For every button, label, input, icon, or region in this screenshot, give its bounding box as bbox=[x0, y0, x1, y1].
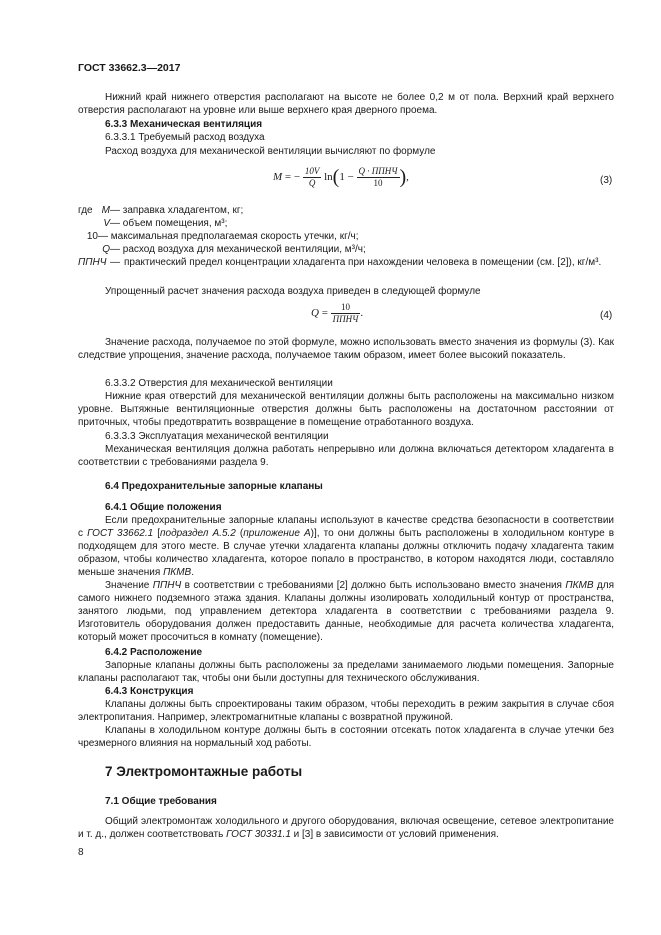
page-number: 8 bbox=[78, 847, 84, 858]
text-run: и [3] в зависимости от условий применения. bbox=[290, 829, 499, 840]
formula-4 bbox=[311, 302, 363, 325]
heading-6-3-3-2: 6.3.3.2 Отверстия для механической вентиляции bbox=[105, 378, 333, 389]
formula-3-one-minus: 1 − bbox=[339, 171, 354, 184]
formula-3-frac1-num: 10V bbox=[304, 166, 320, 176]
definition-text: заправка хладагентом, кг; bbox=[122, 205, 244, 216]
definition-sep: — bbox=[110, 218, 123, 229]
definition-symbol: M bbox=[101, 205, 110, 216]
text-run: )], то они должны быть расположены в холодильном контуре в подходящем для этого месте. В случае утечки хладагента клапаны должны отключить подачу хладагента таким образом, чтобы количество хладагента, которое попало в пространство, в котором находятся люди, составляло меньше значения bbox=[78, 528, 615, 578]
formula-4-fraction bbox=[331, 302, 364, 325]
formula-4-number: (4) bbox=[600, 310, 613, 321]
definition-text: объем помещения, м³; bbox=[122, 218, 228, 229]
paragraph-flow-value: Значение расхода, получаемое по этой формуле, можно использовать вместо значения из формулы (3). Как следствие упрощения, значение расхода, получаемое таким образом, имеет более высокий показатель. bbox=[78, 337, 614, 361]
formula-3-fraction-1 bbox=[303, 166, 322, 189]
heading-7-1: 7.1 Общие требования bbox=[105, 796, 217, 807]
definitions-where: где bbox=[78, 205, 93, 216]
definition-sep: — bbox=[110, 205, 123, 216]
heading-6-4-3: 6.4.3 Конструкция bbox=[105, 686, 194, 697]
formula-3-frac1-den: Q bbox=[308, 178, 316, 188]
formula-4-eq: = bbox=[321, 307, 328, 320]
formula-3-frac2-den: 10 bbox=[373, 178, 383, 188]
paragraph-operation: Механическая вентиляция должна работать непрерывно или должна включаться детектором хладагента в соответствии с требованиями раздела 9. bbox=[78, 444, 614, 468]
term-ppnch: ППНЧ bbox=[152, 580, 182, 591]
text-run: [ bbox=[153, 528, 160, 539]
paragraph-openings: Нижние края отверстий для механической вентиляции должны быть расположены на максимально низком уровне. Вытяжные вентиляционные отверстия должны быть расположены на достаточном расстоянии от приточных, чтобы предотвратить возвращение в помещение отработанного воздуха. bbox=[78, 391, 614, 428]
paragraph-simplified: Упрощенный расчет значения расхода воздуха приведен в следующей формуле bbox=[105, 286, 481, 297]
text-run: Значение bbox=[105, 580, 153, 591]
term-pkmv: ПКМВ bbox=[565, 580, 594, 591]
heading-6-3-3-1: 6.3.3.1 Требуемый расход воздуха bbox=[105, 132, 265, 143]
definition-text: расход воздуха для механической вентиляции, м³/ч; bbox=[122, 244, 366, 255]
formula-3-frac2-num: Q · ППНЧ bbox=[358, 166, 398, 176]
formula-4-tail: . bbox=[360, 307, 364, 320]
formula-3-ln: ln bbox=[324, 171, 333, 184]
definition-sep: — bbox=[98, 231, 111, 242]
paragraph-formula-intro: Расход воздуха для механической вентиляции вычисляют по формуле bbox=[105, 146, 436, 157]
formula-4-den: ППНЧ bbox=[332, 314, 359, 324]
reference-gost-30331-1: ГОСТ 30331.1 bbox=[226, 829, 291, 840]
formula-3-left-paren: ( bbox=[332, 166, 340, 188]
reference-gost-33662-1: ГОСТ 33662.1 bbox=[87, 528, 154, 539]
formula-4-num: 10 bbox=[331, 302, 361, 314]
paragraph-6-4-2: Запорные клапаны должны быть расположены за пределами занимаемого людьми помещения. Запорные клапаны располагают так, чтобы они были доступны для технического обслуживания. bbox=[78, 660, 614, 684]
formula-3-lhs: M bbox=[273, 171, 283, 184]
definition-text: практический предел концентрации хладагента при нахождении человека в помещении (см. [2]), кг/м³. bbox=[124, 257, 602, 268]
formula-3-tail: , bbox=[406, 171, 409, 184]
text-run: Если предохранительные запорные клапаны используют в качестве средства безопасности в соответствии с bbox=[78, 515, 614, 539]
heading-6-3-3-3: 6.3.3.3 Эксплуатация механической вентиляции bbox=[105, 431, 329, 442]
running-header: ГОСТ 33662.3—2017 bbox=[78, 62, 181, 74]
heading-6-3-3: 6.3.3 Механическая вентиляция bbox=[105, 119, 263, 130]
heading-6-4-2: 6.4.2 Расположение bbox=[105, 647, 203, 658]
formula-3 bbox=[273, 166, 409, 189]
definition-symbol: 10 bbox=[86, 231, 98, 242]
definition-symbol: V bbox=[103, 218, 110, 229]
paragraph-7-1 bbox=[78, 815, 614, 841]
paragraph-6-4-3-b: Клапаны в холодильном контуре должны быть в состоянии отсекать поток хладагента в случае утечки без чрезмерного влияния на нормальный ход работы. bbox=[78, 725, 614, 749]
heading-7: 7 Электромонтажные работы bbox=[105, 764, 303, 779]
reference-annex-a: приложение А bbox=[243, 528, 311, 539]
text-run: ( bbox=[235, 528, 244, 539]
paragraph-bottom-opening: Нижний край нижнего отверстия располагают на высоте не более 0,2 м от пола. Верхний край верхнего отверстия располагают на уровне или выше верхнего края дверного проема. bbox=[78, 92, 614, 116]
paragraph-6-4-1-a bbox=[78, 514, 614, 579]
heading-6-4: 6.4 Предохранительные запорные клапаны bbox=[105, 481, 323, 492]
definition-symbol: Q bbox=[102, 244, 110, 255]
definition-symbol: ППНЧ bbox=[78, 257, 107, 268]
definition-text: максимальная предполагаемая скорость утечки, кг/ч; bbox=[110, 231, 359, 242]
formula-4-lhs: Q bbox=[311, 307, 319, 320]
text-run: в соответствии с требованиями [2] должно быть использовано вместо значения bbox=[181, 580, 566, 591]
reference-subsection-a-5-2: подраздел А.5.2 bbox=[160, 528, 236, 539]
text-run: . bbox=[191, 567, 194, 578]
definition-sep: — bbox=[110, 257, 120, 268]
heading-6-4-1: 6.4.1 Общие положения bbox=[105, 502, 222, 513]
paragraph-6-4-1-b bbox=[78, 579, 614, 644]
formula-3-right-paren: ) bbox=[399, 166, 407, 188]
term-pkmv: ПКМВ bbox=[163, 567, 192, 578]
paragraph-6-4-3-a: Клапаны должны быть спроектированы таким образом, чтобы переходить в режим закрытия в случае сбоя электропитания. Например, электромагнитные клапаны с возвратной пружиной. bbox=[78, 699, 614, 723]
text-run: для самого нижнего подземного этажа здания. Клапаны должны изолировать холодильный контур от пространства, занятого людьми, под управлением детектора хладагента в соответствии с требованиями раздела 9. Изготовитель оборудования должен предоставить данные, необходимые для расчета количества хладагента, который может просочиться в комнату (помещение). bbox=[78, 580, 614, 643]
text-run: Общий электромонтаж холодильного и другого оборудования, включая освещение, сетевое электропитание и т. д., должен соответствовать bbox=[78, 816, 614, 840]
definition-sep: — bbox=[110, 244, 123, 255]
formula-3-number: (3) bbox=[600, 175, 613, 186]
formula-3-eq: = − bbox=[284, 171, 301, 184]
formula-3-fraction-2 bbox=[357, 166, 400, 189]
